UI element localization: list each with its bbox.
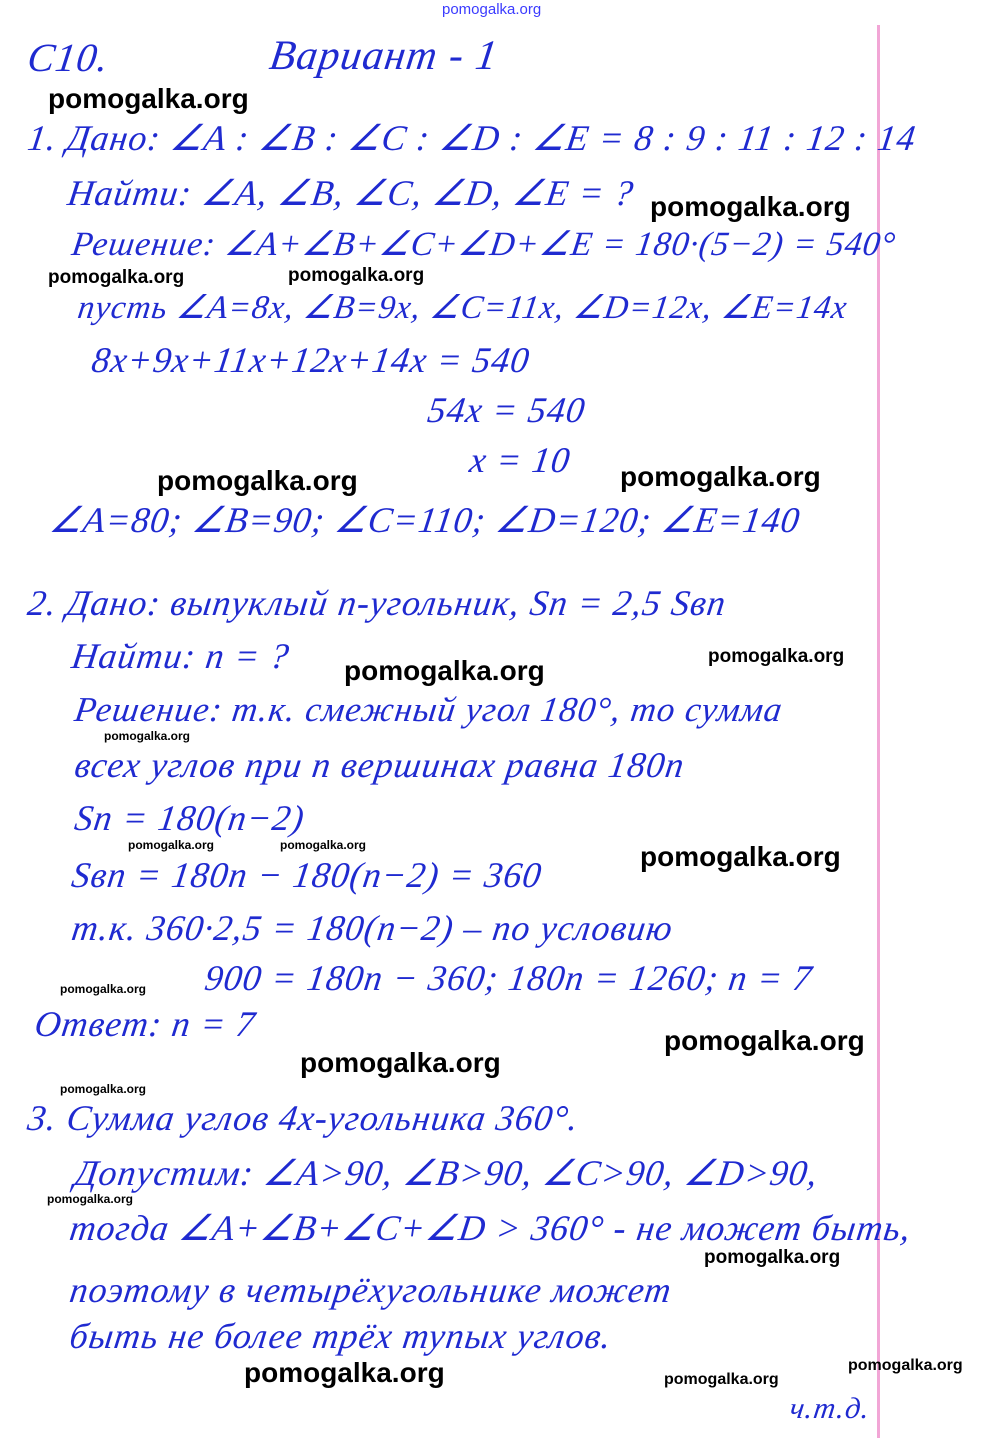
task3-line-5: быть не более трёх тупых углов. — [67, 1316, 615, 1356]
watermark: pomogalka.org — [650, 191, 851, 222]
task2-given: 2. Дано: выпуклый n-угольник, Sn = 2,5 Sвn — [25, 583, 730, 623]
watermark: pomogalka.org — [48, 83, 249, 114]
watermark: pomogalka.org — [288, 265, 425, 286]
task1-solution: Решение: ∠A+∠B+∠C+∠D+∠E = 180·(5−2) = 540° — [69, 226, 899, 263]
watermark: pomogalka.org — [280, 838, 367, 852]
variant-title: Вариант - 1 — [266, 33, 502, 79]
task2-sn: Sn = 180(n−2) — [72, 798, 308, 838]
task1-equation: 8x+9x+11x+12x+14x = 540 — [89, 340, 533, 380]
task1-find: Найти: ∠A, ∠B, ∠C, ∠D, ∠E = ? — [65, 173, 637, 213]
task2-calc: 900 = 180n − 360; 180n = 1260; n = 7 — [202, 958, 815, 998]
task-number: С10. — [24, 35, 112, 80]
watermark: pomogalka.org — [620, 461, 821, 492]
watermark: pomogalka.org — [664, 1025, 865, 1056]
task1-step: 54x = 540 — [425, 390, 589, 430]
task1-answer: ∠A=80; ∠B=90; ∠C=110; ∠D=120; ∠E=140 — [47, 500, 803, 540]
watermark: pomogalka.org — [60, 982, 147, 996]
watermark: pomogalka.org — [128, 838, 215, 852]
task2-answer: Ответ: n = 7 — [32, 1004, 259, 1044]
watermark: pomogalka.org — [704, 1247, 841, 1268]
watermark: pomogalka.org — [442, 1, 542, 18]
watermark: pomogalka.org — [157, 465, 358, 496]
task2-solution-1: Решение: т.к. смежный угол 180°, то сумма — [72, 690, 786, 729]
task1-given: 1. Дано: ∠A : ∠B : ∠C : ∠D : ∠E = 8 : 9 : 11 : 12 : 14 — [25, 118, 919, 158]
watermark: pomogalka.org — [244, 1357, 445, 1388]
task3-line-4: поэтому в четырёхугольнике может — [67, 1270, 675, 1310]
task2-solution-2: всех углов при n вершинах равна 180n — [72, 745, 688, 785]
task3-line-1: 3. Сумма углов 4х-угольника 360°. — [25, 1098, 582, 1138]
task1-x: x = 10 — [467, 440, 574, 480]
watermark: pomogalka.org — [708, 646, 845, 667]
watermark: pomogalka.org — [47, 1192, 134, 1206]
watermark: pomogalka.org — [640, 841, 841, 872]
task2-find: Найти: n = ? — [69, 636, 293, 676]
task2-condition: т.к. 360·2,5 = 180(n−2) – по условию — [69, 908, 676, 948]
task3-qed: ч.т.д. — [787, 1392, 873, 1425]
task2-svn: Sвn = 180n − 180(n−2) = 360 — [69, 855, 545, 895]
task3-line-2: Допустим: ∠A>90, ∠B>90, ∠C>90, ∠D>90, — [72, 1153, 821, 1193]
watermark: pomogalka.org — [344, 655, 545, 686]
watermark: pomogalka.org — [300, 1047, 501, 1078]
watermark: pomogalka.org — [60, 1082, 147, 1096]
watermark: pomogalka.org — [48, 267, 185, 288]
watermark: pomogalka.org — [848, 1357, 963, 1374]
task1-let: пусть ∠A=8x, ∠B=9x, ∠C=11x, ∠D=12x, ∠E=14x — [75, 290, 850, 326]
watermark: pomogalka.org — [104, 729, 191, 743]
watermark: pomogalka.org — [664, 1371, 779, 1388]
task3-line-3: тогда ∠A+∠B+∠C+∠D > 360° - не может быть, — [67, 1208, 915, 1248]
